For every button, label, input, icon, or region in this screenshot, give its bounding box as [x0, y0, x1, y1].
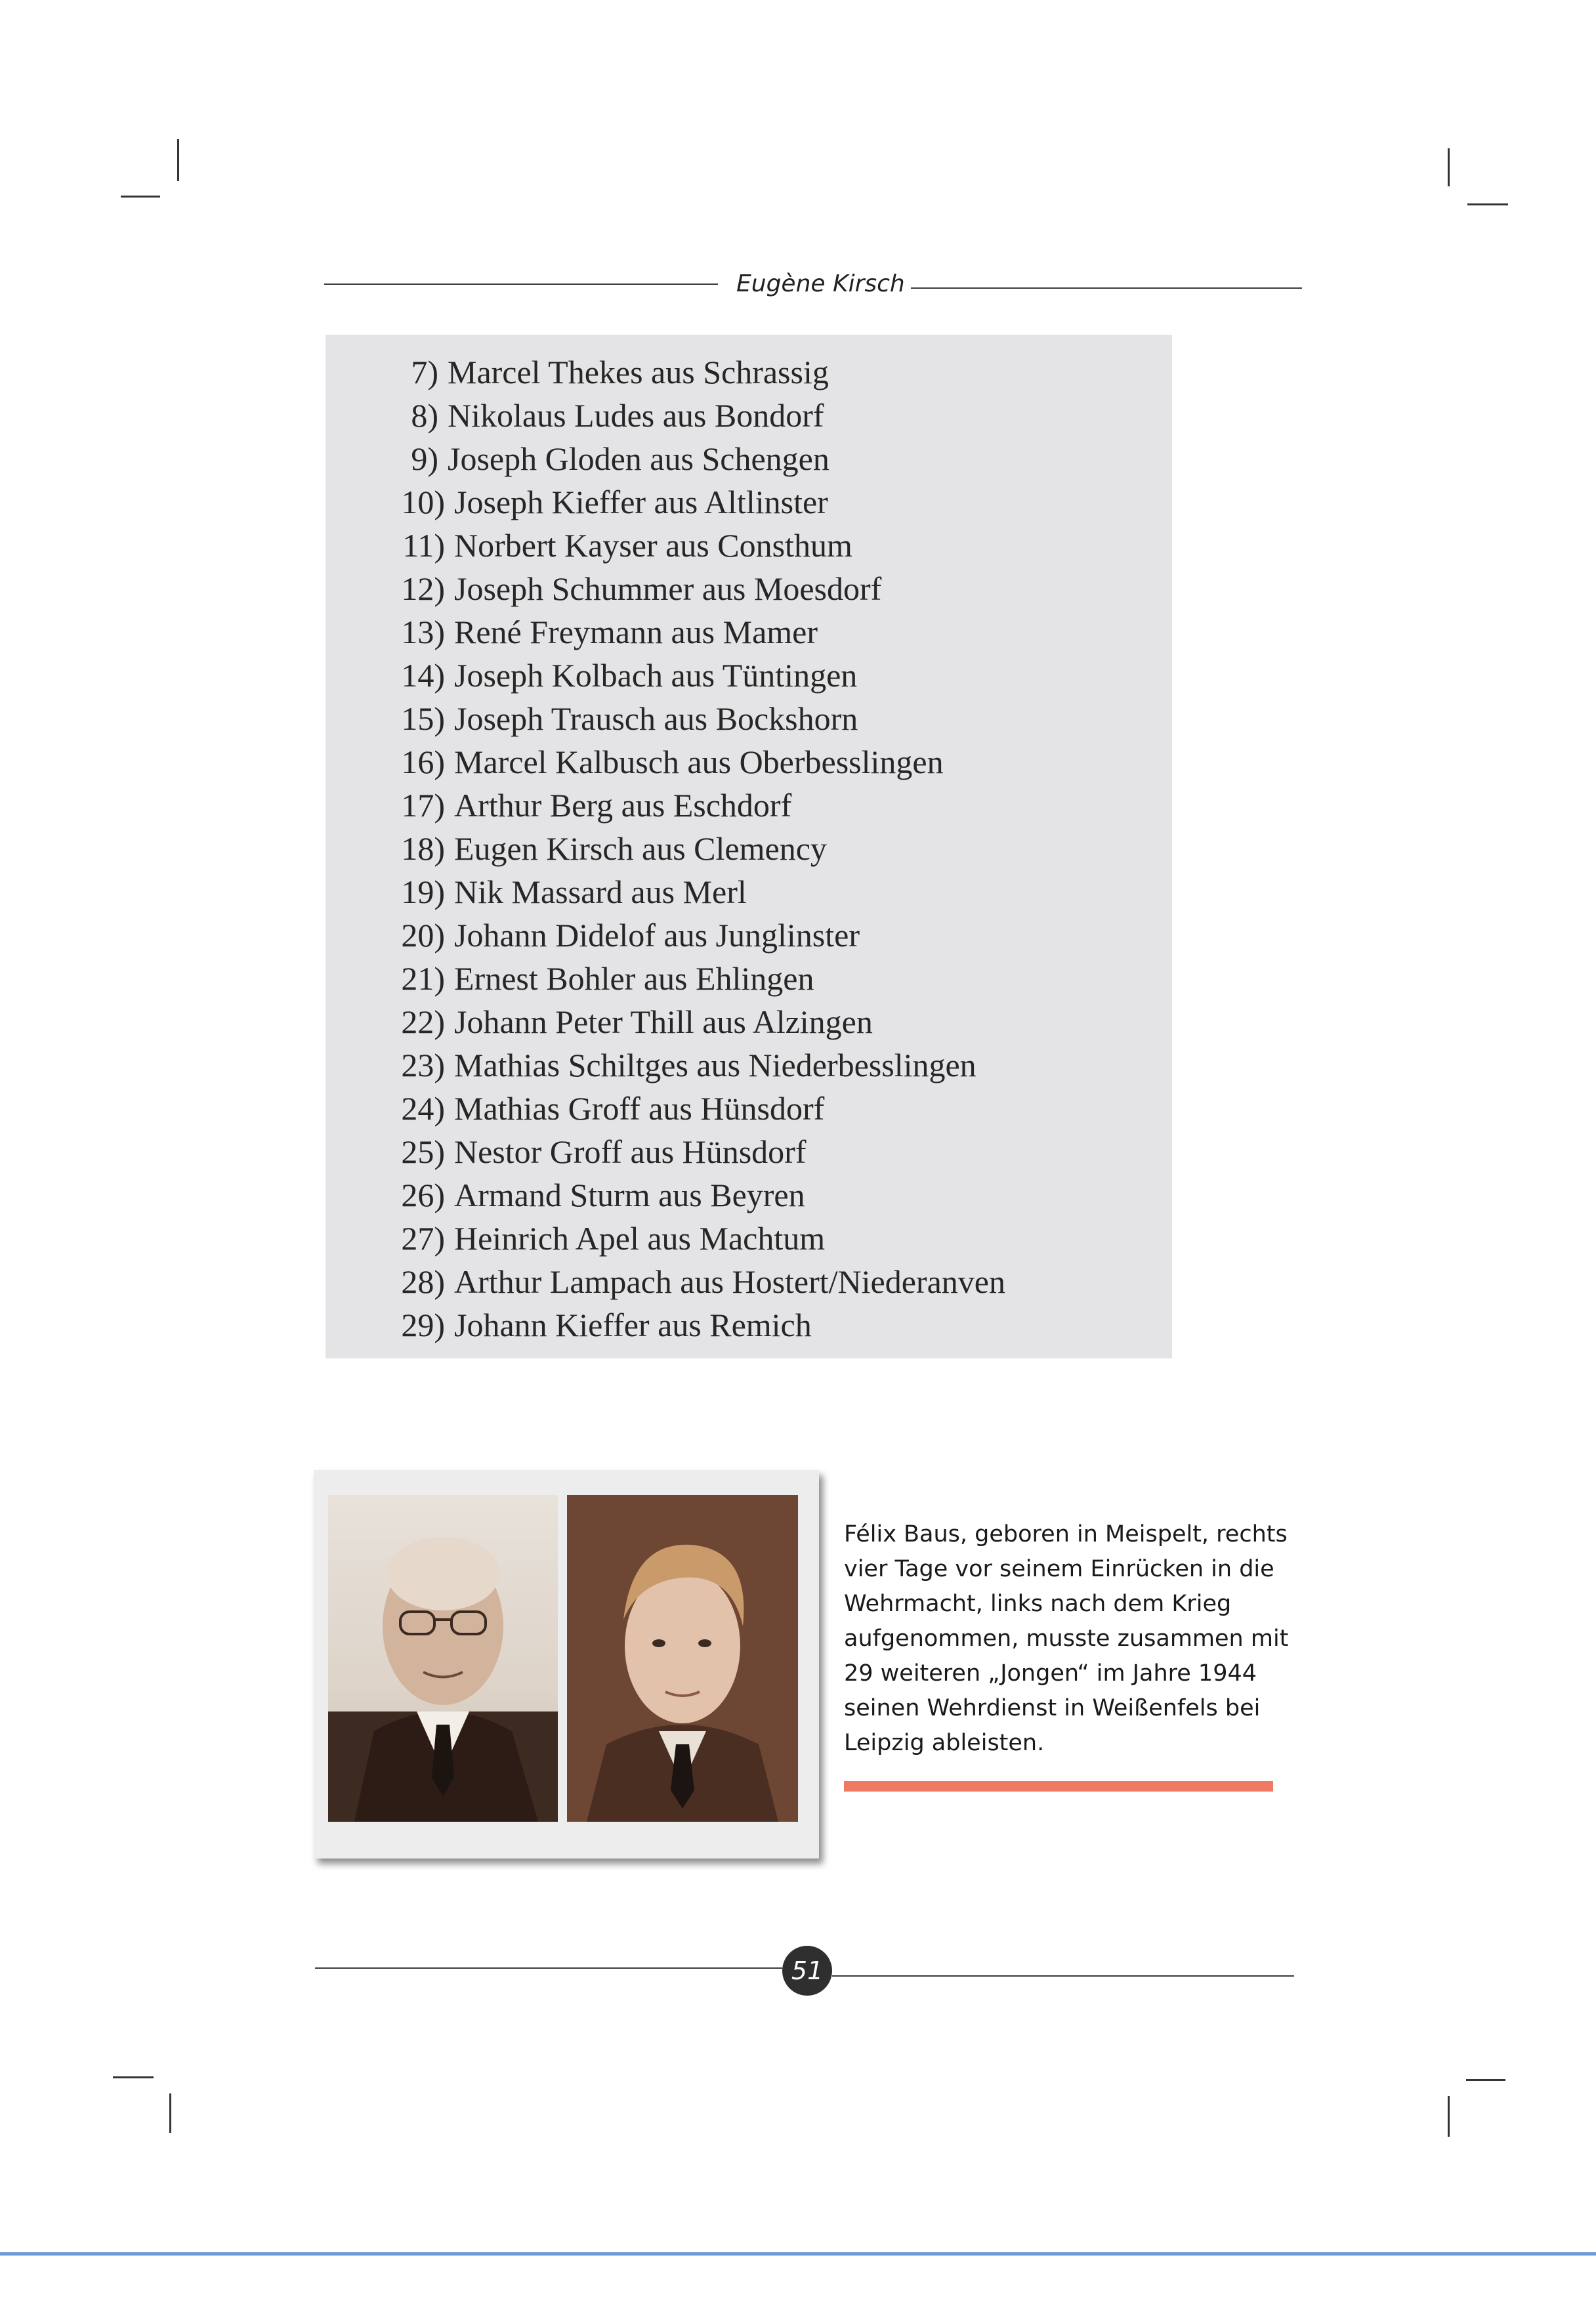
photo-frame	[314, 1470, 819, 1858]
list-item	[411, 437, 830, 480]
crop-mark-bottom-right-v	[1448, 2096, 1450, 2137]
list-item-text: Joseph Gloden aus Schengen	[448, 440, 830, 477]
list-item-text: Johann Peter Thill aus Alzingen	[454, 1003, 873, 1040]
list-item-number: 28)	[401, 1263, 445, 1300]
caption-line: seinen Wehrdienst in Weißenfels bei	[844, 1695, 1261, 1721]
list-item-text: Heinrich Apel aus Machtum	[454, 1220, 826, 1257]
list-item	[401, 870, 747, 914]
photo-young-felix-baus	[567, 1495, 798, 1822]
crop-mark-bottom-right-h	[1466, 2079, 1505, 2081]
list-item-number: 13)	[401, 614, 445, 650]
list-item	[401, 914, 860, 957]
list-item	[411, 394, 824, 437]
list-item-number: 10)	[401, 484, 445, 520]
list-item-text: Arthur Lampach aus Hostert/Niederanven	[454, 1263, 1005, 1300]
list-item-text: Joseph Kolbach aus Tüntingen	[454, 657, 858, 694]
running-header-author: Eugène Kirsch	[736, 270, 905, 297]
list-item-number: 17)	[401, 787, 445, 824]
list-item-number: 14)	[401, 657, 445, 694]
list-item	[401, 610, 818, 654]
caption-line: Wehrmacht, links nach dem Krieg	[844, 1591, 1232, 1617]
header-rule-left	[324, 284, 718, 285]
list-item-number: 9)	[411, 440, 438, 477]
caption-line: Félix Baus, geboren in Meispelt, rechts	[844, 1521, 1288, 1547]
list-item	[401, 740, 944, 784]
list-item	[401, 1000, 873, 1043]
list-item	[401, 1173, 805, 1217]
list-item-text: Ernest Bohler aus Ehlingen	[454, 960, 814, 997]
crop-mark-top-left-h	[121, 196, 160, 198]
list-item	[401, 1303, 812, 1347]
crop-mark-top-right-v	[1448, 148, 1450, 186]
list-item-number: 11)	[402, 527, 445, 564]
caption-line: vier Tage vor seinem Einrücken in die	[844, 1556, 1274, 1582]
list-item-number: 15)	[401, 700, 445, 737]
list-item	[401, 1130, 807, 1173]
list-item-number: 19)	[401, 873, 445, 910]
crop-mark-top-left-v	[177, 139, 179, 181]
list-item-number: 26)	[401, 1177, 445, 1213]
list-item-number: 24)	[401, 1090, 445, 1127]
list-item-text: Joseph Kieffer aus Altlinster	[454, 484, 828, 520]
list-item	[401, 784, 792, 827]
list-item-text: Nestor Groff aus Hünsdorf	[454, 1133, 807, 1170]
list-item-text: René Freymann aus Mamer	[454, 614, 818, 650]
caption-line: aufgenommen, musste zusammen mit	[844, 1626, 1289, 1652]
caption-line: Leipzig ableisten.	[844, 1730, 1045, 1756]
list-item-number: 27)	[401, 1220, 445, 1257]
list-item	[401, 1260, 1005, 1303]
list-item-text: Marcel Thekes aus Schrassig	[448, 354, 829, 390]
list-item-text: Mathias Schiltges aus Niederbesslingen	[454, 1047, 976, 1083]
list-item-number: 23)	[401, 1047, 445, 1083]
list-item	[402, 524, 852, 567]
caption-accent-bar	[844, 1781, 1273, 1792]
footer-rule-right	[832, 1975, 1294, 1977]
list-item	[401, 957, 814, 1000]
list-item-number: 22)	[401, 1003, 445, 1040]
list-item-text: Nik Massard aus Merl	[454, 873, 747, 910]
crop-mark-top-right-h	[1467, 203, 1508, 205]
list-item	[401, 827, 827, 870]
list-item-number: 21)	[401, 960, 445, 997]
list-item-text: Johann Kieffer aus Remich	[454, 1307, 812, 1343]
list-item	[401, 1087, 825, 1130]
list-item-text: Johann Didelof aus Junglinster	[454, 917, 860, 954]
page-number: 51	[782, 1946, 832, 1996]
scan-edge-line	[0, 2252, 1596, 2256]
list-item-number: 29)	[401, 1307, 445, 1343]
list-item-text: Armand Sturm aus Beyren	[454, 1177, 805, 1213]
list-item	[401, 697, 858, 740]
list-item	[401, 1043, 976, 1087]
header-rule-right	[911, 287, 1302, 289]
list-item-text: Mathias Groff aus Hünsdorf	[454, 1090, 825, 1127]
list-item	[401, 567, 882, 610]
name-list-box	[326, 335, 1172, 1358]
list-item-number: 20)	[401, 917, 445, 954]
list-item-number: 8)	[411, 397, 438, 434]
footer-rule-left	[315, 1967, 782, 1969]
list-item-text: Joseph Trausch aus Bockshorn	[454, 700, 858, 737]
list-item-text: Norbert Kayser aus Consthum	[454, 527, 852, 564]
list-item-number: 12)	[401, 570, 445, 607]
list-item	[401, 1217, 826, 1260]
list-item	[401, 480, 828, 524]
list-item	[401, 654, 858, 697]
list-item-number: 25)	[401, 1133, 445, 1170]
list-item-text: Arthur Berg aus Eschdorf	[454, 787, 792, 824]
list-item-number: 7)	[411, 354, 438, 390]
caption-line: 29 weiteren „Jongen“ im Jahre 1944	[844, 1660, 1257, 1687]
crop-mark-bottom-left-v	[169, 2093, 171, 2133]
list-item-number: 16)	[401, 744, 445, 780]
photo-older-felix-baus	[328, 1495, 558, 1822]
list-item	[411, 350, 829, 394]
photo-caption	[844, 1517, 1290, 1761]
list-item-text: Eugen Kirsch aus Clemency	[454, 830, 827, 867]
list-item-number: 18)	[401, 830, 445, 867]
list-item-text: Joseph Schummer aus Moesdorf	[454, 570, 882, 607]
list-item-text: Nikolaus Ludes aus Bondorf	[448, 397, 824, 434]
list-item-text: Marcel Kalbusch aus Oberbesslingen	[454, 744, 944, 780]
crop-mark-bottom-left-h	[113, 2076, 154, 2078]
